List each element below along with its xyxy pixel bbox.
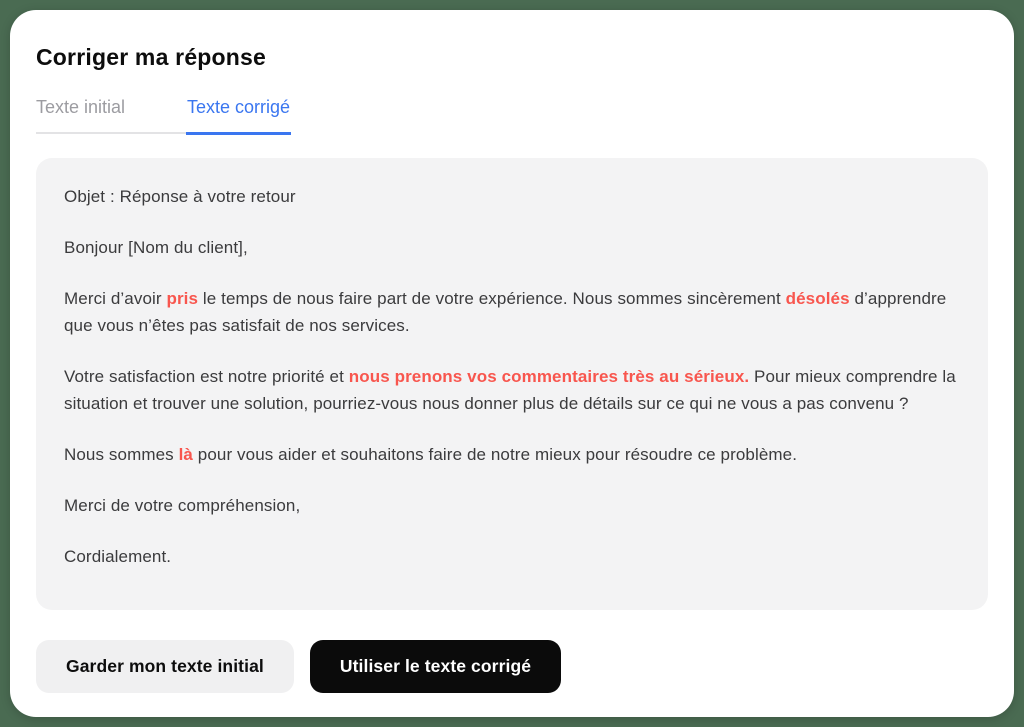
- text-segment: Nous sommes: [64, 445, 179, 464]
- text-segment: Objet : Réponse à votre retour: [64, 187, 296, 206]
- tab-texte-corrige[interactable]: Texte corrigé: [186, 97, 291, 135]
- correction-highlight: nous prenons vos commentaires très au sérieux.: [348, 367, 750, 386]
- email-paragraph: [64, 363, 960, 417]
- text-segment: Merci d’avoir: [64, 289, 167, 308]
- tab-texte-initial[interactable]: Texte initial: [36, 97, 186, 134]
- email-paragraph: [64, 285, 960, 339]
- text-segment: pour vous aider et souhaitons faire de notre mieux pour résoudre ce problème.: [192, 445, 798, 464]
- email-paragraph: [64, 441, 960, 468]
- email-paragraph: [64, 492, 960, 519]
- email-paragraph: [64, 543, 960, 570]
- text-segment: Cordialement.: [64, 547, 172, 566]
- text-segment: Votre satisfaction est notre priorité et: [64, 367, 349, 386]
- email-paragraph: [64, 234, 960, 261]
- email-paragraph: [64, 183, 960, 210]
- text-segment: Merci de votre compréhension,: [64, 496, 301, 515]
- text-segment: Bonjour [Nom du client],: [64, 238, 248, 257]
- correction-highlight: là: [178, 445, 193, 464]
- text-segment: Pour mieux comprendre la situation et trouver une solution, pourriez-vous nous donner plus de détails sur ce qui ne vous a pas convenu ?: [64, 367, 956, 413]
- modal-title: Corriger ma réponse: [36, 44, 267, 70]
- use-corrected-text-button[interactable]: Utiliser le texte corrigé: [310, 640, 561, 693]
- tab-bar: [36, 97, 988, 134]
- corrected-text-panel: [36, 158, 988, 610]
- correction-modal: [10, 10, 1014, 717]
- keep-initial-text-button[interactable]: Garder mon texte initial: [36, 640, 294, 693]
- action-buttons-row: [36, 640, 988, 693]
- correction-highlight: pris: [166, 289, 199, 308]
- text-segment: le temps de nous faire part de votre expérience. Nous sommes sincèrement: [198, 289, 786, 308]
- text-segment: d’apprendre que vous n’êtes pas satisfait de nos services.: [64, 289, 947, 335]
- correction-highlight: désolés: [785, 289, 850, 308]
